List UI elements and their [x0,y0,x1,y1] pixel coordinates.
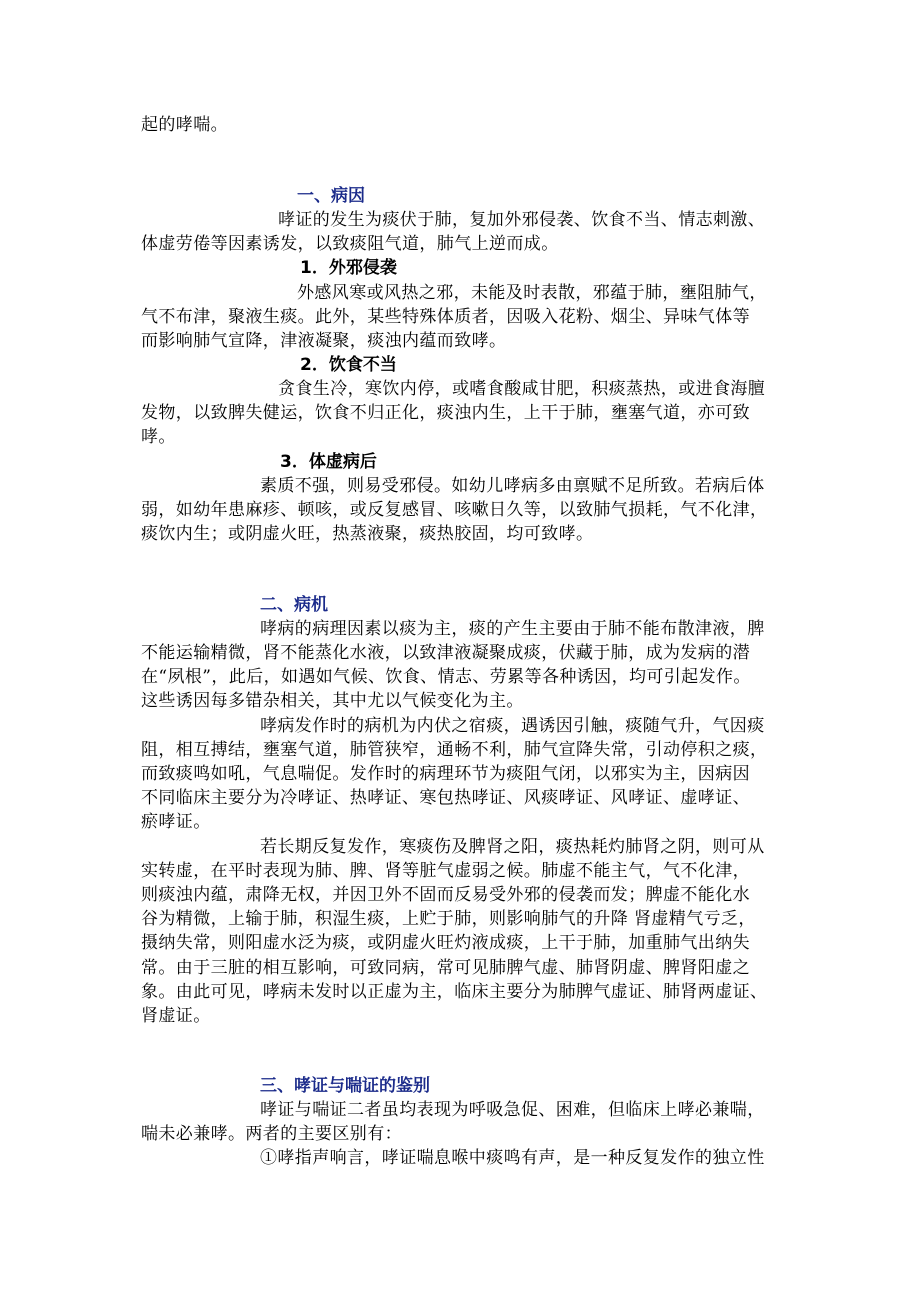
paragraph-line: 肾虚证。 [141,1006,211,1026]
paragraph-line: 喘未必兼哮。两者的主要区别有： [141,1124,402,1144]
paragraph-line: 发物，以致脾失健运，饮食不归正化，痰浊内生，上干于肺，壅塞气道，亦可致 [141,403,750,423]
paragraph-line: 体虚劳倦等因素诱发，以致痰阻气道，肺气上逆而成。 [141,234,559,254]
paragraph-line: 哮病发作时的病机为内伏之宿痰，遇诱因引触，痰随气升，气因痰 [260,716,765,736]
paragraph-line: 痰饮内生；或阴虚火旺，热蒸液聚，痰热胶固，均可致哮。 [141,524,594,544]
section-heading-differentiation: 三、哮证与喘证的鉴别 [260,1076,430,1096]
paragraph-line: 而致痰鸣如吼，气息喘促。发作时的病理环节为痰阻气闭，以邪实为主，因病因 [141,764,750,784]
paragraph-line: 贪食生冷，寒饮内停，或嗜食酸咸甘肥，积痰蒸热，或进食海膻 [278,379,766,399]
paragraph-line: 象。由此可见，哮病未发时以正虚为主，临床主要分为肺脾气虚证、肺肾两虚证、 [141,982,768,1002]
paragraph-line: 常。由于三脏的相互影响，可致同病，常可见肺脾气虚、肺肾阴虚、脾肾阳虚之 [141,958,750,978]
paragraph-line: 在“夙根”，此后，如遇如气候、饮食、情志、劳累等各种诱因，均可引起发作。 [141,667,751,687]
subheading-improper-diet: 2．饮食不当 [300,355,397,375]
section-heading-pathogenesis: 二、病机 [260,595,328,615]
paragraph-line: 若长期反复发作，寒痰伤及脾肾之阳，痰热耗灼肺肾之阴，则可从 [260,837,765,857]
paragraph-line: 弱，如幼年患麻疹、顿咳，或反复感冒、咳嗽日久等，以致肺气损耗，气不化津， [141,500,768,520]
paragraph-line: 实转虚，在平时表现为肺、脾、肾等脏气虚弱之候。肺虚不能主气，气不化津， [141,861,750,881]
paragraph-line: 谷为精微，上输于肺，积湿生痰，上贮于肺，则影响肺气的升降 肾虚精气亏乏， [141,909,756,929]
paragraph-line: 则痰浊内蕴，肃降无权，并因卫外不固而反易受外邪的侵袭而发；脾虚不能化水 [141,885,750,905]
paragraph-line: 摄纳失常，则阳虚水泛为痰，或阴虚火旺灼液成痰，上干于肺，加重肺气出纳失 [141,933,750,953]
section-heading-cause: 一、病因 [297,186,365,206]
subheading-external-pathogen: 1．外邪侵袭 [300,258,397,278]
paragraph-line: ①哮指声响言，哮证喘息喉中痰鸣有声，是一种反复发作的独立性 [260,1148,765,1168]
paragraph-line: 哮病的病理因素以痰为主，痰的产生主要由于肺不能布散津液，脾 [260,619,765,639]
paragraph-line: 而影响肺气宣降，津液凝聚，痰浊内蕴而致哮。 [141,331,507,351]
paragraph-line: 不能运输精微，肾不能蒸化水液，以致津液凝聚成痰，伏藏于肺，成为发病的潜 [141,643,750,663]
paragraph-line: 气不布津，聚液生痰。此外，某些特殊体质者，因吸入花粉、烟尘、异味气体等 [141,307,750,327]
paragraph-line: 素质不强，则易受邪侵。如幼儿哮病多由禀赋不足所致。若病后体 [260,476,765,496]
paragraph-line: 哮证与喘证二者虽均表现为呼吸急促、困难，但临床上哮必兼喘， [260,1100,765,1120]
paragraph-line: 哮证的发生为痰伏于肺，复加外邪侵袭、饮食不当、情志刺激、 [278,210,766,230]
paragraph-line: 不同临床主要分为冷哮证、热哮证、寒包热哮证、风痰哮证、风哮证、虚哮证、 [141,788,750,808]
paragraph-line: 瘀哮证。 [141,812,211,832]
continuation-text: 起的哮喘。 [141,115,228,135]
paragraph-line: 外感风寒或风热之邪，未能及时表散，邪蕴于肺，壅阻肺气， [297,283,767,303]
subheading-weak-constitution: 3．体虚病后 [280,452,377,472]
paragraph-line: 阻，相互搏结，壅塞气道，肺管狭窄，通畅不利，肺气宣降失常，引动停积之痰， [141,740,768,760]
paragraph-line: 这些诱因每多错杂相关，其中尤以气候变化为主。 [141,691,524,711]
paragraph-line: 哮。 [141,427,176,447]
